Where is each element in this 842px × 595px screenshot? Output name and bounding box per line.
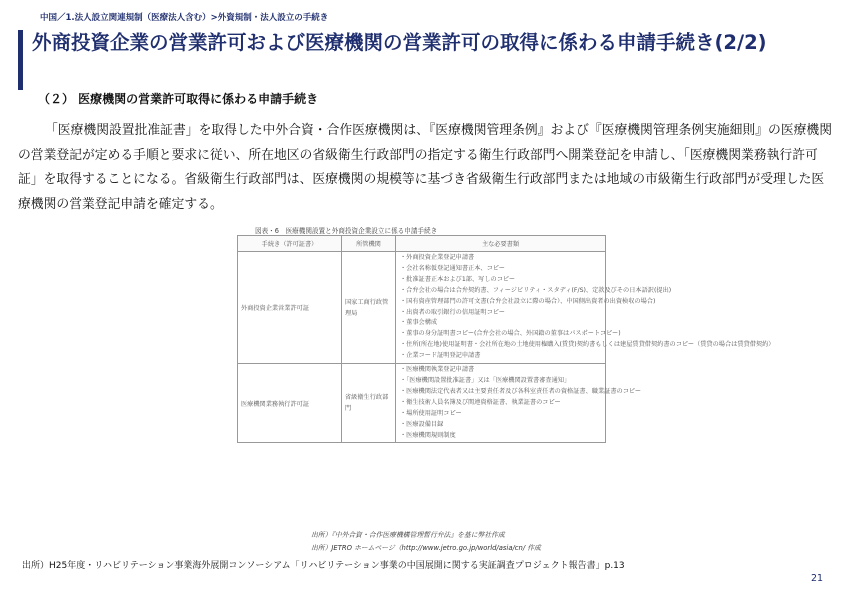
page-title: 外商投資企業の営業許可および医療機関の営業許可の取得に係わる申請手続き(2/2) [32,31,767,54]
source-note: 出所）H25年度・リハビリテーション事業海外展開コンソーシアム「リハビリテーション事業の中国展開に関する実証調査プロジェクト報告書」p.13 [22,561,625,571]
procedure-cell: 医療機関業務執行許可証 [238,364,342,443]
table-row [238,252,606,364]
document-item: ・医療機関法定代表者又は主要責任者及び各科室責任者の資格証書、職業証書のコピー [400,387,642,395]
document-item: ・出資者の取引銀行の信用証明コピー [400,308,505,316]
header-documents: 主な必要書類 [396,236,606,252]
title-accent-bar [18,30,23,90]
authority-cell: 省級衛生行政部門 [342,364,396,443]
document-item: ・企業コード証明登記申請書 [400,352,481,360]
document-item: ・場所使用証明コピー [400,409,462,417]
document-item: ・医療機関規則制度 [400,431,456,439]
figure-image [225,225,775,555]
document-item: ・批准証書正本および1部、写しのコピー [400,275,516,283]
breadcrumb: 中国／1.法人設立関連規制（医療法人含む）>外資規制・法人設立の手続き [40,13,329,23]
document-item: ・会社名称仮登記通知書正本、コピー [400,264,505,272]
figure-source-2: 出所）JETRO ホームページ（http://www.jetro.go.jp/world/asia/cn/ 作成 [311,544,541,552]
document-item: ・医療機関執業登記申請書 [400,366,475,374]
document-item: ・国有資産管理部門の許可文書(合弁会社設立に際の場合）、中国側出資者の出資検収の場合) [400,297,656,305]
page-number: 21 [811,573,824,584]
authority-cell: 国家工商行政管理局 [342,252,396,364]
procedure-cell: 外商投資企業営業許可証 [238,252,342,364]
figure-source-1: 出所）『中外合資・合作医療機構管理暫行弁法』を基に弊社作成 [311,531,505,539]
document-item: ・董事の身分証明書コピー(合弁会社の場合、外国籍の董事はパスポートコピー) [400,330,621,338]
table-row [238,364,606,443]
document-item: ・外商投資企業登記申請書 [400,254,475,261]
document-item: ・住所(所在地)使用証明書・会社所在地の土地使用権購入(賃貸)契約書もしくは建屋賃貸借契約書のコピー（賃貸の場合は賃貸借契約） [400,341,775,349]
document-item: ・医療設備目録 [400,420,444,428]
documents-cell [396,364,642,443]
document-item: ・董事会構成 [400,319,438,327]
section-subtitle: （２） 医療機関の営業許可取得に係わる申請手続き [38,92,319,106]
body-paragraph: 「医療機関設置批准証書」を取得した中外合資・合作医療機関は、『医療機関管理条例』および『医療機関管理条例実施細則』の医療機関の営業登記が定める手順と要求に従い、所在地区の省級衛生行政部門の指定する衛生行政部門へ開業登記を申請し、「医療機関業務執行許可証」を取得することになる。省級衛生行政部門は、医療機関の規模等に基づき省級衛生行政部門または地域の市級衛生行政部門が受理した医療機関の営業登記申請を確定する。 [18,123,833,212]
header-authority: 所管機関 [342,236,396,252]
procedure-table [237,235,775,443]
document-item: ・衛生技術人員名簿及び関連資格証書、執業証書のコピー [400,398,561,406]
header-procedure: 手続き（許可証書） [238,236,342,252]
document-item: ・「医療機関設置批准証書」又は「医療機関設置書審査通知」 [400,376,571,384]
document-item: ・合弁会社の場合は合弁契約書、フィージビリティ・スタディ(F/S)、定款及びその日本語訳(提出) [400,286,672,294]
figure-caption: 図表・6 医療機関設置と外商投資企業設立に係る申請手続き [255,227,438,235]
documents-cell [396,252,775,364]
table-header-row [238,236,606,252]
